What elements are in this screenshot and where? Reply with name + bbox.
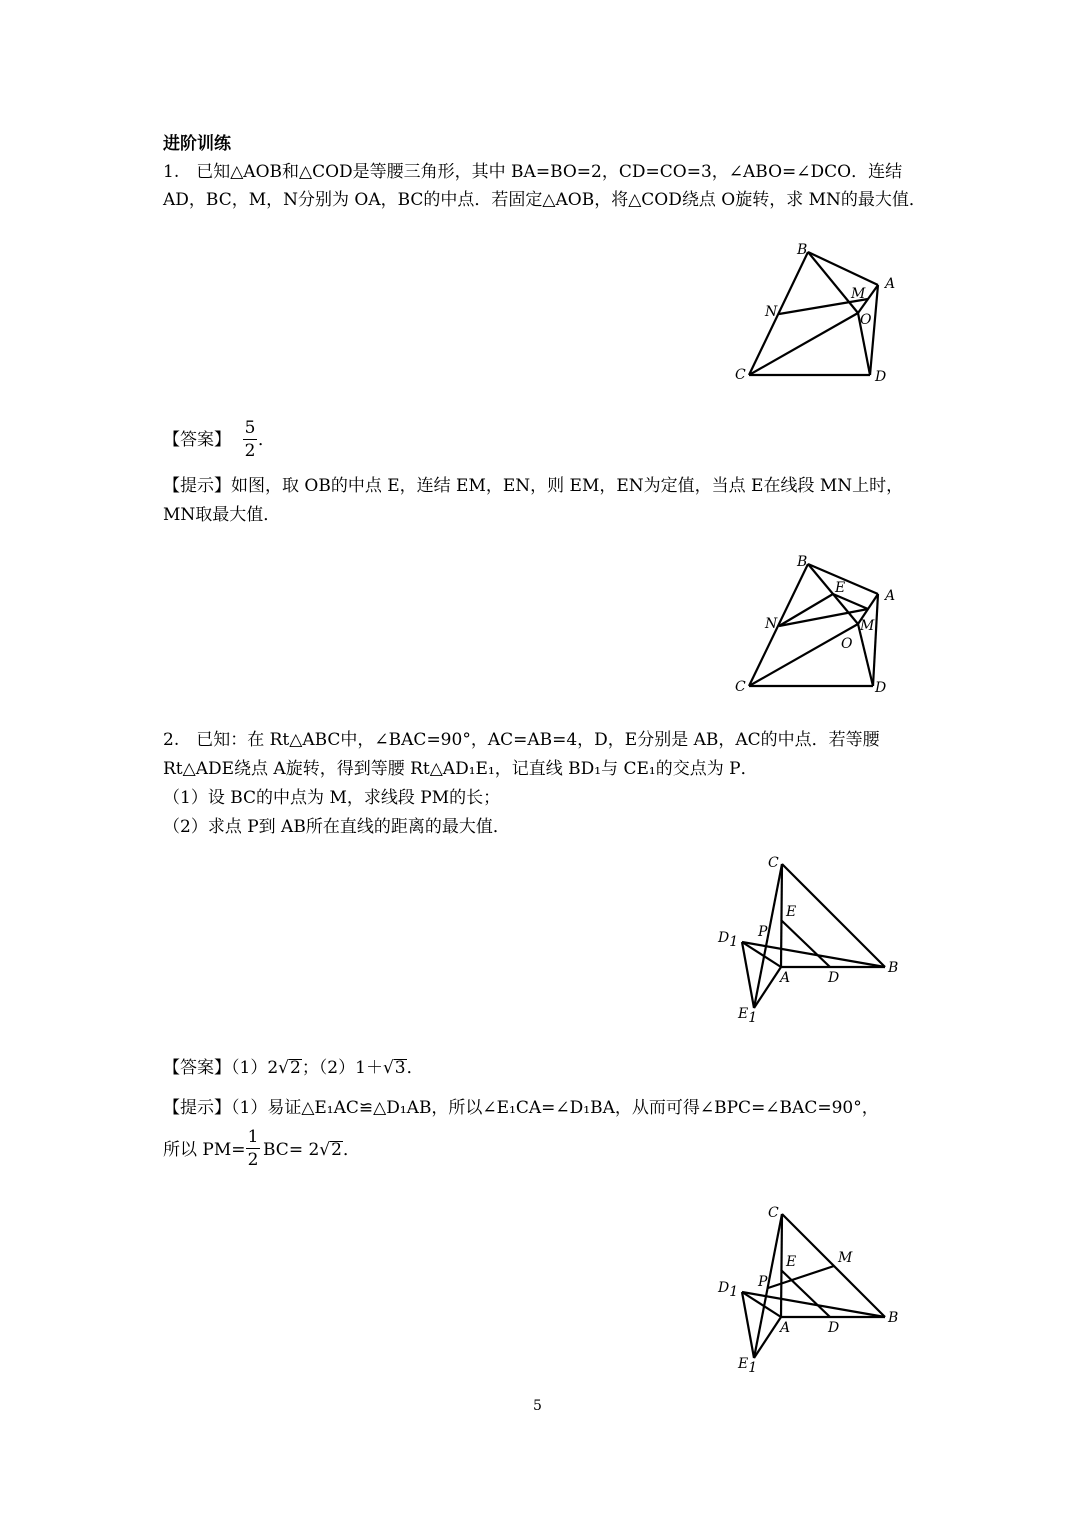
q2-hint-end: ． — [342, 1140, 360, 1160]
fig1-edge-bc — [749, 252, 808, 375]
q2-hint-line2-pre: 所以 PM= — [163, 1140, 246, 1160]
page-number: 5 — [533, 1398, 542, 1414]
fraction-bar — [243, 439, 257, 440]
fig1-label-m: M — [851, 286, 866, 302]
fig4-label-m: M — [838, 1250, 853, 1266]
q2-answer-end: ． — [406, 1058, 424, 1078]
fig2-label-b: B — [797, 554, 808, 570]
fig2-label-o: O — [841, 636, 853, 652]
q2-answer-line — [163, 1058, 424, 1078]
q2-hint-line1: 【提示】（1）易证△E₁AC≌△D₁AB，所以∠E₁CA=∠D₁BA，从而可得∠BPC=∠BAC=90°， — [163, 1098, 879, 1118]
fig1-label-n: N — [765, 304, 778, 320]
fig1-label-d: D — [875, 369, 887, 385]
q2-part1: （1）设 BC的中点为 M，求线段 PM的长； — [163, 788, 501, 808]
fig4-label-b: B — [888, 1310, 899, 1326]
fig4-edge-ed — [781, 1270, 830, 1317]
fig4-label-c: C — [768, 1205, 779, 1221]
q2-hint-radicand: 2 — [331, 1140, 342, 1160]
fig3-label-c: C — [768, 855, 779, 871]
fig2-edge-co — [749, 624, 858, 686]
section-title: 进阶训练 — [163, 134, 231, 154]
fig1-edge-ba — [808, 252, 878, 285]
q1-hint-line2: MN取最大值． — [163, 505, 281, 525]
fraction-bar — [246, 1148, 260, 1149]
figure-1 — [725, 240, 915, 390]
fig3-edge-ca — [781, 864, 782, 967]
fig2-edge-bc — [749, 564, 808, 686]
q2-hint-mid: BC= 2 — [263, 1140, 320, 1160]
fig2-label-e: E — [835, 580, 846, 596]
fig4-label-e1: E1 — [738, 1356, 758, 1376]
fig4-label-p: P — [758, 1274, 768, 1290]
fig4-label-a: A — [780, 1320, 791, 1336]
fig3-label-e1: E1 — [738, 1006, 758, 1026]
q1-hint-line1: 【提示】如图，取 OB的中点 E，连结 EM，EN，则 EM，EN为定值，当点 E在线段 MN上时， — [163, 476, 904, 496]
q2-answer-label: 【答案】 — [163, 1058, 231, 1078]
fig1-label-c: C — [735, 367, 746, 383]
figure-3 — [710, 850, 910, 1030]
fig4-label-e: E — [786, 1254, 797, 1270]
fig2-label-n: N — [765, 616, 778, 632]
q1-answer-den: 2 — [244, 441, 256, 461]
sqrt-sign: √ — [278, 1058, 289, 1078]
q2-line1: 2. 已知：在 Rt△ABC中，∠BAC=90°，AC=AB=4，D，E分别是 AB，AC的中点．若等腰 — [163, 730, 880, 750]
q2-hint-num: 1 — [247, 1127, 259, 1147]
q2-answer-p1-radicand: 2 — [289, 1058, 301, 1078]
q2-hint-den: 2 — [247, 1150, 259, 1170]
fig2-label-m: M — [860, 618, 875, 634]
fig3-label-p: P — [758, 924, 768, 940]
fig1-label-a: A — [885, 276, 896, 292]
fig4-edge-pm — [768, 1266, 834, 1288]
figure-2 — [725, 552, 915, 702]
q2-answer-sep: ；（2）1＋ — [301, 1058, 383, 1078]
fig2-label-a: A — [885, 588, 896, 604]
fig2-label-d: D — [875, 680, 887, 696]
fig3-label-a: A — [780, 970, 791, 986]
fig3-label-d: D — [828, 970, 840, 986]
fig3-label-d1: D1 — [718, 930, 739, 950]
fig4-label-d: D — [828, 1320, 840, 1336]
q2-answer-p2-radicand: 3 — [394, 1058, 406, 1078]
q2-hint-fraction — [246, 1128, 260, 1169]
q1-line2: AD，BC，M，N分别为 OA，BC的中点．若固定△AOB，将△COD绕点 O旋转，求 MN的最大值． — [163, 190, 926, 210]
fig1-label-o: O — [860, 312, 872, 328]
fig4-edge-d1e1 — [742, 1292, 754, 1358]
q2-hint-line2-rest — [263, 1140, 360, 1160]
q1-answer-end: ． — [258, 430, 275, 450]
sqrt-sign: √ — [382, 1058, 394, 1078]
fig3-edge-d1e1 — [742, 942, 754, 1008]
fig2-label-c: C — [735, 679, 746, 695]
q2-answer-p1: （1）2 — [231, 1058, 279, 1078]
fig2-edge-ad — [873, 594, 878, 686]
fig4-edge-ca — [781, 1214, 782, 1317]
sqrt-sign: √ — [319, 1140, 331, 1160]
fig3-label-e: E — [786, 904, 797, 920]
fig1-label-b: B — [797, 242, 808, 258]
q1-line1: 1. 已知△AOB和△COD是等腰三角形，其中 BA=BO=2，CD=CO=3，∠ABO=∠DCO．连结 — [163, 162, 903, 182]
fig3-label-b: B — [888, 960, 899, 976]
fig4-label-d1: D1 — [718, 1280, 739, 1300]
q2-line2: Rt△ADE绕点 A旋转，得到等腰 Rt△AD₁E₁，记直线 BD₁与 CE₁的交点为 P． — [163, 759, 758, 779]
figure-4 — [710, 1200, 910, 1380]
q1-answer-label: 【答案】 — [163, 430, 231, 450]
fig1-edge-ad — [870, 285, 878, 375]
fig1-edge-co — [749, 313, 858, 375]
fig3-edge-ed — [781, 920, 830, 967]
q2-part2: （2）求点 P到 AB所在直线的距离的最大值． — [163, 817, 510, 837]
q1-answer-num: 5 — [244, 418, 256, 438]
q1-answer-fraction — [243, 419, 257, 460]
